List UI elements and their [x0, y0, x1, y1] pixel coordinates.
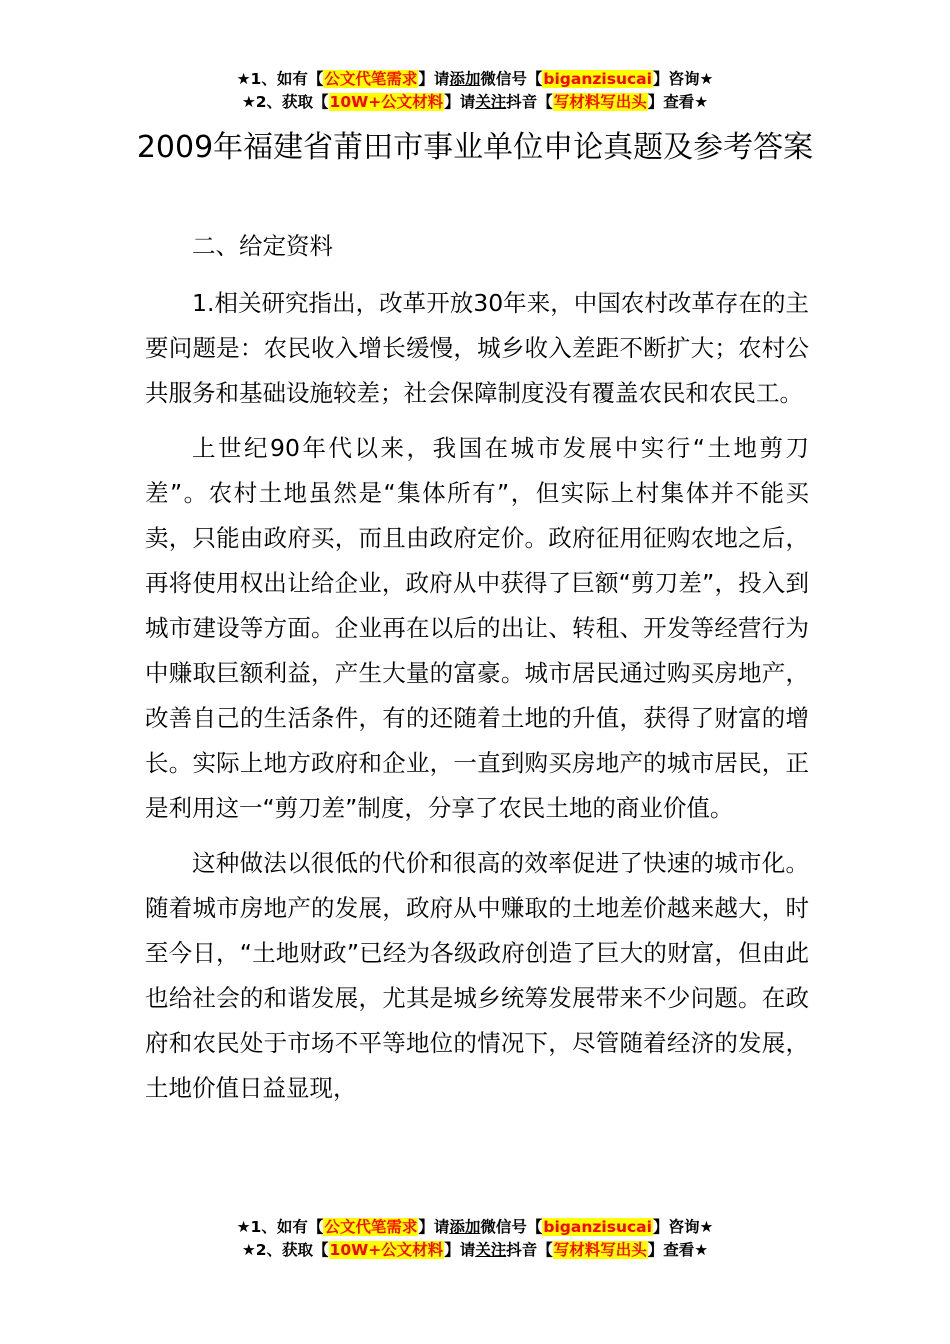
promo-text: 】请: [444, 1241, 476, 1259]
document-title: 2009年福建省莆田市事业单位申论真题及参考答案: [136, 130, 814, 165]
promo-underlined-text: 关注: [475, 1241, 507, 1259]
section-heading: 二、给定资料: [192, 232, 333, 260]
promo-highlight: 10W+公文材料: [329, 1241, 444, 1259]
star-icon: ★: [236, 70, 251, 88]
paragraph: 1.相关研究指出，改革开放30年来，中国农村改革存在的主要问题是：农民收入增长缓慢，城乡收入差距不断扩大；农村公共服务和基础设施较差；社会保障制度没有覆盖农民和农民工。: [145, 289, 809, 407]
douyin-name-highlight: 写材料写出头: [553, 93, 647, 111]
promo-line-2: [0, 91, 950, 114]
promo-text: 】咨询: [652, 1218, 700, 1236]
star-icon: ★: [694, 1241, 709, 1259]
promo-line-1: [0, 1216, 950, 1239]
promo-text: 】查看: [647, 93, 695, 111]
promo-underlined-text: 添加: [449, 1218, 481, 1236]
promo-highlight: 公文代笔需求: [324, 70, 418, 88]
paragraph: 这种做法以很低的代价和很高的效率促进了快速的城市化。随着城市房地产的发展，政府从中赚取的土地差价越来越大，时至今日，“土地财政”已经为各级政府创造了巨大的财富，但由此也给社会的和谐发展，尤其是城乡统筹发展带来不少问题。在政府和农民处于市场不平等地位的情况下，尽管随着经济的发展，土地价值日益显现，: [145, 849, 809, 1102]
promo-text: 微信号【: [480, 1218, 543, 1236]
promo-text: 1、如有【: [250, 1218, 324, 1236]
promo-text: 】请: [418, 1218, 450, 1236]
promo-text: 】请: [444, 93, 476, 111]
wechat-id-highlight: biganzisucai: [543, 70, 652, 88]
wechat-id-highlight: biganzisucai: [543, 1218, 652, 1236]
star-icon: ★: [699, 1218, 714, 1236]
promo-text: 】请: [418, 70, 450, 88]
promo-text: 】查看: [647, 1241, 695, 1259]
star-icon: ★: [241, 1241, 256, 1259]
promo-text: 】咨询: [652, 70, 700, 88]
star-icon: ★: [236, 1218, 251, 1236]
paragraph: 上世纪90年代以来，我国在城市发展中实行“土地剪刀差”。农村土地虽然是“集体所有”，但实际上村集体并不能买卖，只能由政府买，而且由政府定价。政府征用征购农地之后，再将使用权出让给企业，政府从中获得了巨额“剪刀差”，投入到城市建设等方面。企业再在以后的出让、转租、开发等经营行为中赚取巨额利益，产生大量的富豪。城市居民通过购买房地产，改善自己的生活条件，有的还随着土地的升值，获得了财富的增长。实际上地方政府和企业，一直到购买房地产的城市居民，正是利用这一“剪刀差”制度，分享了农民土地的商业价值。: [145, 434, 809, 822]
promo-text: 2、获取【: [255, 93, 329, 111]
promo-line-1: [0, 68, 950, 91]
promo-text: 微信号【: [480, 70, 543, 88]
douyin-name-highlight: 写材料写出头: [553, 1241, 647, 1259]
promo-line-2: [0, 1239, 950, 1262]
star-icon: ★: [699, 70, 714, 88]
promo-text: 抖音【: [506, 1241, 553, 1259]
promo-underlined-text: 关注: [475, 93, 507, 111]
promo-banner-bottom: [0, 1216, 950, 1262]
promo-text: 2、获取【: [255, 1241, 329, 1259]
promo-banner-top: [0, 68, 950, 114]
promo-underlined-text: 添加: [449, 70, 481, 88]
star-icon: ★: [694, 93, 709, 111]
document-body: [145, 224, 809, 1121]
star-icon: ★: [241, 93, 256, 111]
promo-text: 1、如有【: [250, 70, 324, 88]
promo-highlight: 10W+公文材料: [329, 93, 444, 111]
promo-highlight: 公文代笔需求: [324, 1218, 418, 1236]
promo-text: 抖音【: [506, 93, 553, 111]
